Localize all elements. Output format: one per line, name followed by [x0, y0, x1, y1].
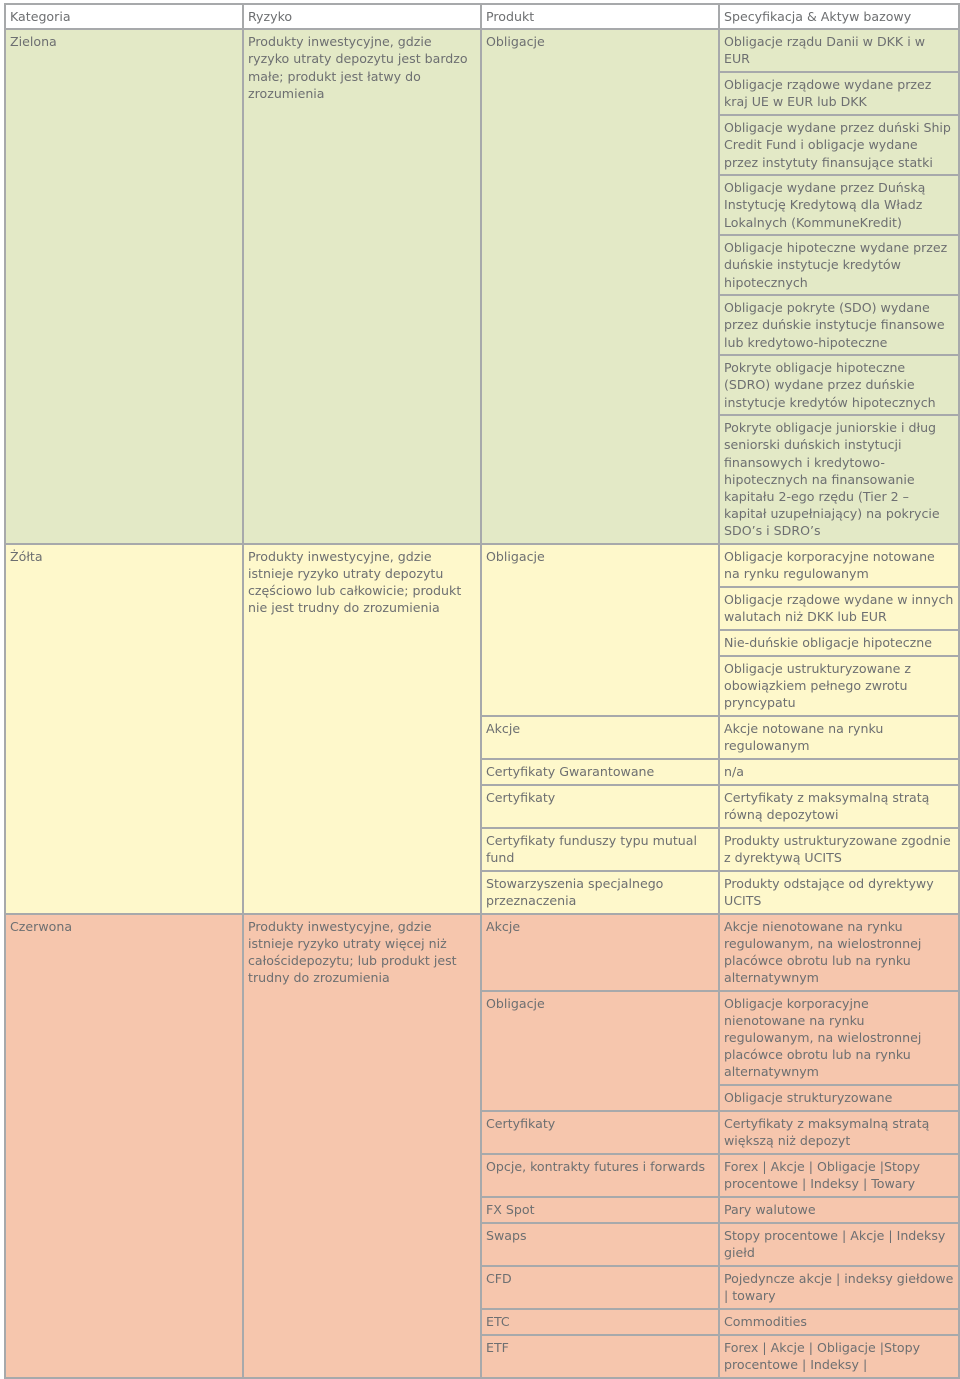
- yellow-spec: Produkty ustrukturyzowane zgodnie z dyrektywą UCITS: [719, 828, 959, 871]
- green-product: Obligacje: [481, 29, 719, 543]
- yellow-product: Certyfikaty funduszy typu mutual fund: [481, 828, 719, 871]
- yellow-product: Akcje: [481, 716, 719, 759]
- green-spec: Pokryte obligacje juniorskie i dług seniorski duńskich instytucji finansowych i kredytowo-hipotecznych na finansowanie kapitału 2-ego rzędu (Tier 2 – kapitał uzupełniający) na pokrycie SDO’s i SDRO’s: [719, 415, 959, 543]
- green-spec: Obligacje rządowe wydane przez kraj UE w EUR lub DKK: [719, 72, 959, 115]
- yellow-risk: Produkty inwestycyjne, gdzie istnieje ryzyko utraty depozytu częściowo lub całkowicie; produkt nie jest trudny do zrozumienia: [243, 544, 481, 914]
- yellow-spec: Obligacje korporacyjne notowane na rynku regulowanym: [719, 544, 959, 587]
- header-product: Produkt: [481, 4, 719, 29]
- yellow-product-bonds: Obligacje: [481, 544, 719, 716]
- yellow-spec: n/a: [719, 759, 959, 785]
- red-product-shares: Akcje: [481, 914, 719, 991]
- red-spec: Stopy procentowe | Akcje | Indeksy giełd: [719, 1223, 959, 1266]
- red-spec: Akcje nienotowane na rynku regulowanym, na wielostronnej placówce obrotu lub na rynku alternatywnym: [719, 914, 959, 991]
- yellow-product: Certyfikaty: [481, 785, 719, 828]
- yellow-spec: Obligacje ustrukturyzowane z obowiązkiem pełnego zwrotu pryncypatu: [719, 656, 959, 716]
- yellow-product: Certyfikaty Gwarantowane: [481, 759, 719, 785]
- yellow-spec: Certyfikaty z maksymalną stratą równą depozytowi: [719, 785, 959, 828]
- yellow-spec: Produkty odstające od dyrektywy UCITS: [719, 871, 959, 914]
- green-risk: Produkty inwestycyjne, gdzie ryzyko utraty depozytu jest bardzo małe; produkt jest łatwy do zrozumienia: [243, 29, 481, 543]
- red-product: Swaps: [481, 1223, 719, 1266]
- red-spec: Certyfikaty z maksymalną stratą większą niż depozyt: [719, 1111, 959, 1154]
- green-spec: Obligacje pokryte (SDO) wydane przez duńskie instytucje finansowe lub kredytowo-hipoteczne: [719, 295, 959, 355]
- yellow-spec: Akcje notowane na rynku regulowanym: [719, 716, 959, 759]
- header-category: Kategoria: [5, 4, 243, 29]
- red-product: ETC: [481, 1309, 719, 1335]
- red-product: Certyfikaty: [481, 1111, 719, 1154]
- red-product: Opcje, kontrakty futures i forwards: [481, 1154, 719, 1197]
- yellow-spec: Obligacje rządowe wydane w innych walutach niż DKK lub EUR: [719, 587, 959, 630]
- yellow-category: Żółta: [5, 544, 243, 914]
- red-category: Czerwona: [5, 914, 243, 1378]
- red-product: CFD: [481, 1266, 719, 1309]
- header-row: [5, 4, 959, 29]
- green-spec: Obligacje wydane przez Duńską Instytucję Kredytową dla Władz Lokalnych (KommuneKredit): [719, 175, 959, 235]
- red-product: FX Spot: [481, 1197, 719, 1223]
- green-category: Zielona: [5, 29, 243, 543]
- yellow-spec: Nie-duńskie obligacje hipoteczne: [719, 630, 959, 656]
- header-risk: Ryzyko: [243, 4, 481, 29]
- red-spec: Pary walutowe: [719, 1197, 959, 1223]
- red-spec: Obligacje strukturyzowane: [719, 1085, 959, 1111]
- red-product: ETF: [481, 1335, 719, 1378]
- red-risk: Produkty inwestycyjne, gdzie istnieje ryzyko utraty więcej niż całościdepozytu; lub produkt jest trudny do zrozumienia: [243, 914, 481, 1378]
- yellow-product: Stowarzyszenia specjalnego przeznaczenia: [481, 871, 719, 914]
- green-row: [5, 29, 959, 72]
- red-spec: Forex | Akcje | Obligacje |Stopy procentowe | Indeksy |: [719, 1335, 959, 1378]
- red-spec: Commodities: [719, 1309, 959, 1335]
- risk-classification-table: [4, 3, 960, 1379]
- green-spec: Obligacje rządu Danii w DKK i w EUR: [719, 29, 959, 72]
- red-spec: Forex | Akcje | Obligacje |Stopy procentowe | Indeksy | Towary: [719, 1154, 959, 1197]
- red-row: [5, 914, 959, 991]
- header-spec: Specyfikacja & Aktyw bazowy: [719, 4, 959, 29]
- red-spec: Obligacje korporacyjne nienotowane na rynku regulowanym, na wielostronnej placówce obrotu lub na rynku alternatywnym: [719, 991, 959, 1085]
- green-spec: Obligacje hipoteczne wydane przez duńskie instytucje kredytów hipotecznych: [719, 235, 959, 295]
- red-spec: Pojedyncze akcje | indeksy giełdowe | towary: [719, 1266, 959, 1309]
- green-spec: Obligacje wydane przez duński Ship Credit Fund i obligacje wydane przez instytuty finansujące statki: [719, 115, 959, 175]
- green-spec: Pokryte obligacje hipoteczne (SDRO) wydane przez duńskie instytucje kredytów hipotecznych: [719, 355, 959, 415]
- yellow-row: [5, 544, 959, 587]
- red-product-bonds: Obligacje: [481, 991, 719, 1111]
